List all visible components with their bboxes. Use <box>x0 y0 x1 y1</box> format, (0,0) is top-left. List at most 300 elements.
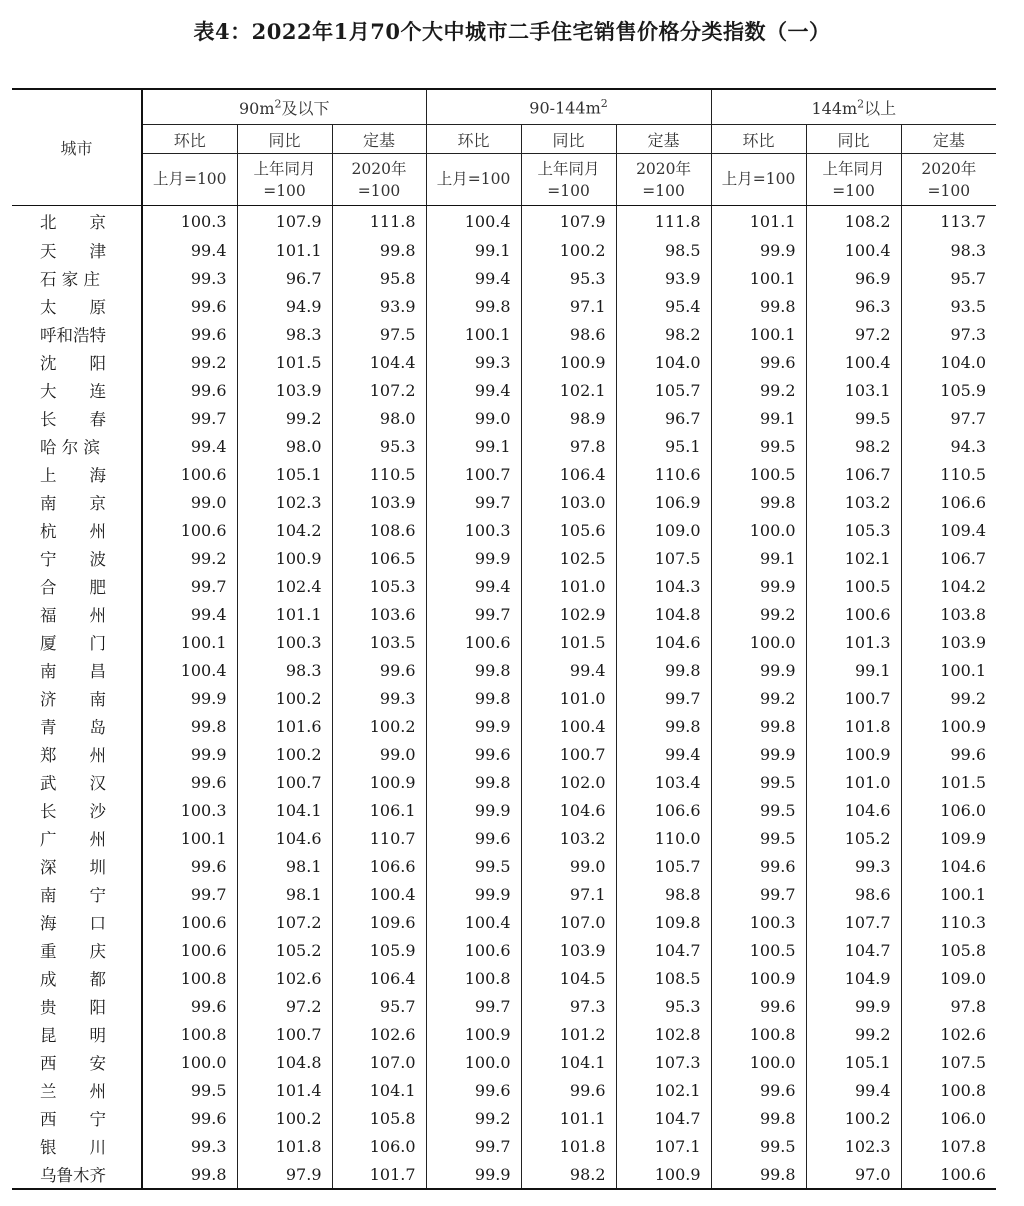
index-value: 99.8 <box>426 684 521 712</box>
index-value: 95.3 <box>332 432 426 460</box>
index-value: 100.4 <box>806 236 901 264</box>
index-value: 101.8 <box>237 1132 332 1160</box>
city-name: 成 都 <box>40 970 106 989</box>
city-name: 杭 州 <box>40 522 106 541</box>
index-value: 100.9 <box>237 544 332 572</box>
index-value: 93.9 <box>616 264 711 292</box>
index-value: 100.4 <box>521 712 616 740</box>
index-value: 95.7 <box>901 264 996 292</box>
table-row <box>12 768 996 796</box>
index-value: 99.6 <box>142 992 237 1020</box>
index-value: 99.4 <box>142 600 237 628</box>
index-value: 111.8 <box>616 206 711 237</box>
index-value: 99.9 <box>142 684 237 712</box>
index-value: 99.0 <box>332 740 426 768</box>
index-value: 99.8 <box>142 712 237 740</box>
index-value: 104.7 <box>616 936 711 964</box>
index-value: 101.8 <box>521 1132 616 1160</box>
city-name: 重 庆 <box>40 942 106 961</box>
index-value: 102.4 <box>237 572 332 600</box>
index-value: 101.0 <box>806 768 901 796</box>
index-value: 100.5 <box>711 460 806 488</box>
subheader-base: 定基 <box>332 125 426 154</box>
index-value: 98.0 <box>332 404 426 432</box>
index-value: 109.0 <box>616 516 711 544</box>
index-value: 99.8 <box>426 656 521 684</box>
city-name: 上 海 <box>40 466 106 485</box>
index-value: 99.2 <box>711 600 806 628</box>
index-value: 100.8 <box>426 964 521 992</box>
index-value: 107.8 <box>901 1132 996 1160</box>
index-value: 99.3 <box>332 684 426 712</box>
index-value: 103.1 <box>806 376 901 404</box>
index-value: 97.2 <box>237 992 332 1020</box>
index-value: 99.5 <box>711 432 806 460</box>
index-value: 103.0 <box>521 488 616 516</box>
base-yoy: 上年同月 =100 <box>237 154 332 206</box>
index-value: 100.9 <box>806 740 901 768</box>
index-value: 103.2 <box>806 488 901 516</box>
index-value: 99.6 <box>711 992 806 1020</box>
table-row <box>12 852 996 880</box>
table-body <box>12 206 996 1190</box>
index-value: 100.4 <box>806 348 901 376</box>
index-value: 100.0 <box>426 1048 521 1076</box>
index-value: 99.7 <box>142 880 237 908</box>
index-value: 106.6 <box>901 488 996 516</box>
table-row <box>12 684 996 712</box>
index-value: 99.5 <box>426 852 521 880</box>
index-value: 99.0 <box>142 488 237 516</box>
index-value: 104.8 <box>616 600 711 628</box>
index-value: 99.1 <box>426 432 521 460</box>
index-value: 109.8 <box>616 908 711 936</box>
index-value: 99.8 <box>616 656 711 684</box>
index-value: 103.9 <box>521 936 616 964</box>
subheader-yoy: 同比 <box>521 125 616 154</box>
index-value: 100.4 <box>426 206 521 237</box>
subheader-mom: 环比 <box>426 125 521 154</box>
index-value: 99.4 <box>426 376 521 404</box>
index-value: 101.1 <box>521 1104 616 1132</box>
index-value: 99.2 <box>711 684 806 712</box>
city-name: 福 州 <box>40 606 106 625</box>
subheader-base: 定基 <box>616 125 711 154</box>
index-value: 97.0 <box>806 1160 901 1189</box>
table-row <box>12 206 996 237</box>
city-name: 西 安 <box>40 1054 106 1073</box>
table-row <box>12 992 996 1020</box>
index-value: 105.2 <box>237 936 332 964</box>
index-value: 98.5 <box>616 236 711 264</box>
index-value: 102.6 <box>332 1020 426 1048</box>
index-value: 98.3 <box>901 236 996 264</box>
table-row <box>12 264 996 292</box>
index-value: 104.2 <box>901 572 996 600</box>
city-name: 乌鲁木齐 <box>40 1166 106 1185</box>
group-header-small: $90m^2$及以下 <box>142 89 426 125</box>
index-value: 106.1 <box>332 796 426 824</box>
index-value: 105.6 <box>521 516 616 544</box>
index-value: 97.5 <box>332 320 426 348</box>
index-value: 105.1 <box>806 1048 901 1076</box>
index-value: 99.7 <box>426 1132 521 1160</box>
index-value: 102.3 <box>806 1132 901 1160</box>
index-value: 99.9 <box>426 880 521 908</box>
index-value: 97.8 <box>901 992 996 1020</box>
index-value: 103.9 <box>901 628 996 656</box>
table-row <box>12 572 996 600</box>
index-value: 99.6 <box>142 852 237 880</box>
index-value: 99.2 <box>806 1020 901 1048</box>
index-value: 105.2 <box>806 824 901 852</box>
city-name: 济 南 <box>40 690 106 709</box>
index-value: 95.7 <box>332 992 426 1020</box>
index-value: 105.8 <box>332 1104 426 1132</box>
index-value: 107.2 <box>332 376 426 404</box>
index-value: 100.1 <box>142 824 237 852</box>
base-yoy: 上年同月 =100 <box>521 154 616 206</box>
index-value: 95.4 <box>616 292 711 320</box>
index-value: 95.3 <box>616 992 711 1020</box>
index-value: 104.1 <box>521 1048 616 1076</box>
index-value: 100.9 <box>426 1020 521 1048</box>
index-value: 99.9 <box>806 992 901 1020</box>
index-value: 99.8 <box>711 712 806 740</box>
index-value: 99.5 <box>806 404 901 432</box>
index-value: 99.7 <box>142 572 237 600</box>
index-value: 102.8 <box>616 1020 711 1048</box>
table-row <box>12 1160 996 1189</box>
city-name: 贵 阳 <box>40 998 106 1017</box>
index-value: 107.2 <box>237 908 332 936</box>
subheader-yoy: 同比 <box>806 125 901 154</box>
base-2020: 2020年 =100 <box>332 154 426 206</box>
index-value: 104.6 <box>237 824 332 852</box>
index-value: 100.1 <box>901 656 996 684</box>
index-value: 101.5 <box>521 628 616 656</box>
table-row <box>12 544 996 572</box>
index-value: 94.9 <box>237 292 332 320</box>
index-value: 101.2 <box>521 1020 616 1048</box>
index-value: 98.8 <box>616 880 711 908</box>
index-value: 106.6 <box>332 852 426 880</box>
index-value: 99.4 <box>426 572 521 600</box>
index-value: 98.2 <box>616 320 711 348</box>
index-value: 101.0 <box>521 684 616 712</box>
index-value: 98.2 <box>806 432 901 460</box>
index-value: 98.3 <box>237 656 332 684</box>
index-value: 97.1 <box>521 880 616 908</box>
index-value: 99.8 <box>711 1160 806 1189</box>
index-value: 100.2 <box>237 1104 332 1132</box>
index-value: 98.6 <box>806 880 901 908</box>
index-value: 100.7 <box>237 1020 332 1048</box>
city-name: 深 圳 <box>40 858 106 877</box>
index-value: 97.9 <box>237 1160 332 1189</box>
index-value: 99.7 <box>426 600 521 628</box>
index-value: 108.6 <box>332 516 426 544</box>
index-value: 97.8 <box>521 432 616 460</box>
index-value: 100.9 <box>521 348 616 376</box>
index-value: 99.7 <box>711 880 806 908</box>
table-row <box>12 292 996 320</box>
table-row <box>12 712 996 740</box>
city-name: 合 肥 <box>40 578 106 597</box>
table-row <box>12 656 996 684</box>
index-value: 105.9 <box>332 936 426 964</box>
index-value: 100.9 <box>711 964 806 992</box>
table-row <box>12 740 996 768</box>
index-value: 106.4 <box>332 964 426 992</box>
index-value: 110.6 <box>616 460 711 488</box>
index-value: 100.6 <box>901 1160 996 1189</box>
index-value: 102.3 <box>237 488 332 516</box>
index-value: 99.5 <box>711 1132 806 1160</box>
index-value: 99.6 <box>142 376 237 404</box>
index-value: 95.1 <box>616 432 711 460</box>
index-value: 106.0 <box>901 796 996 824</box>
index-value: 100.8 <box>142 964 237 992</box>
index-value: 101.6 <box>237 712 332 740</box>
index-value: 96.3 <box>806 292 901 320</box>
index-value: 104.9 <box>806 964 901 992</box>
index-value: 100.9 <box>901 712 996 740</box>
city-name: 广 州 <box>40 830 106 849</box>
index-value: 104.6 <box>521 796 616 824</box>
index-value: 104.1 <box>237 796 332 824</box>
city-name: 厦 门 <box>40 634 106 653</box>
index-value: 99.6 <box>142 292 237 320</box>
index-value: 107.7 <box>806 908 901 936</box>
base-2020: 2020年 =100 <box>901 154 996 206</box>
index-value: 99.6 <box>426 824 521 852</box>
city-name: 哈 尔 滨 <box>40 438 100 457</box>
index-value: 99.5 <box>142 1076 237 1104</box>
index-value: 99.9 <box>426 1160 521 1189</box>
base-yoy: 上年同月 =100 <box>806 154 901 206</box>
index-value: 106.0 <box>901 1104 996 1132</box>
index-value: 100.2 <box>332 712 426 740</box>
index-value: 103.4 <box>616 768 711 796</box>
index-value: 109.6 <box>332 908 426 936</box>
group-header-large: $144m^2$以上 <box>711 89 996 125</box>
index-value: 99.2 <box>711 376 806 404</box>
table-row <box>12 460 996 488</box>
index-value: 103.9 <box>332 488 426 516</box>
index-value: 105.3 <box>806 516 901 544</box>
index-value: 98.9 <box>521 404 616 432</box>
index-value: 99.7 <box>616 684 711 712</box>
city-name: 青 岛 <box>40 718 106 737</box>
index-value: 105.9 <box>901 376 996 404</box>
city-name: 沈 阳 <box>40 354 106 373</box>
index-value: 107.1 <box>616 1132 711 1160</box>
index-value: 102.5 <box>521 544 616 572</box>
index-value: 107.0 <box>521 908 616 936</box>
index-value: 106.4 <box>521 460 616 488</box>
index-value: 98.2 <box>521 1160 616 1189</box>
table-row <box>12 1104 996 1132</box>
subheader-base: 定基 <box>901 125 996 154</box>
index-value: 102.6 <box>237 964 332 992</box>
index-value: 104.6 <box>616 628 711 656</box>
city-name: 北 京 <box>40 213 106 232</box>
index-value: 106.5 <box>332 544 426 572</box>
index-value: 99.4 <box>521 656 616 684</box>
index-value: 110.5 <box>332 460 426 488</box>
index-value: 99.1 <box>711 404 806 432</box>
index-value: 97.3 <box>901 320 996 348</box>
city-name: 太 原 <box>40 298 106 317</box>
index-value: 95.3 <box>521 264 616 292</box>
index-value: 100.1 <box>711 320 806 348</box>
index-value: 99.8 <box>426 768 521 796</box>
table-row <box>12 964 996 992</box>
index-value: 99.3 <box>806 852 901 880</box>
city-name: 呼和浩特 <box>40 326 106 345</box>
index-value: 100.3 <box>237 628 332 656</box>
subheader-mom: 环比 <box>711 125 806 154</box>
table-row <box>12 1048 996 1076</box>
index-value: 101.5 <box>901 768 996 796</box>
index-value: 99.6 <box>332 656 426 684</box>
index-value: 100.6 <box>142 936 237 964</box>
base-2020: 2020年 =100 <box>616 154 711 206</box>
index-value: 104.7 <box>616 1104 711 1132</box>
index-value: 99.5 <box>711 824 806 852</box>
index-value: 100.0 <box>711 628 806 656</box>
table-row <box>12 432 996 460</box>
index-value: 99.5 <box>711 796 806 824</box>
index-value: 99.6 <box>711 852 806 880</box>
index-value: 100.4 <box>332 880 426 908</box>
index-value: 103.9 <box>237 376 332 404</box>
index-value: 110.3 <box>901 908 996 936</box>
index-value: 104.6 <box>901 852 996 880</box>
index-value: 100.2 <box>237 740 332 768</box>
table-row <box>12 600 996 628</box>
index-value: 100.3 <box>711 908 806 936</box>
index-value: 100.8 <box>142 1020 237 1048</box>
index-value: 99.9 <box>426 796 521 824</box>
index-value: 103.8 <box>901 600 996 628</box>
index-value: 109.0 <box>901 964 996 992</box>
index-value: 107.9 <box>521 206 616 237</box>
index-value: 100.5 <box>806 572 901 600</box>
index-value: 101.1 <box>237 236 332 264</box>
index-value: 108.2 <box>806 206 901 237</box>
table-row <box>12 488 996 516</box>
index-value: 105.8 <box>901 936 996 964</box>
index-value: 100.9 <box>616 1160 711 1189</box>
index-value: 100.0 <box>142 1048 237 1076</box>
index-value: 106.7 <box>901 544 996 572</box>
subheader-mom: 环比 <box>142 125 237 154</box>
index-value: 99.8 <box>142 1160 237 1189</box>
index-value: 100.6 <box>426 628 521 656</box>
city-name: 宁 波 <box>40 550 106 569</box>
index-value: 99.2 <box>426 1104 521 1132</box>
index-value: 100.8 <box>901 1076 996 1104</box>
index-value: 103.5 <box>332 628 426 656</box>
index-value: 102.0 <box>521 768 616 796</box>
table-row <box>12 1132 996 1160</box>
table-row <box>12 1020 996 1048</box>
index-value: 99.6 <box>142 1104 237 1132</box>
index-value: 99.2 <box>901 684 996 712</box>
index-value: 99.1 <box>426 236 521 264</box>
table-row <box>12 880 996 908</box>
table-row <box>12 348 996 376</box>
index-value: 100.2 <box>806 1104 901 1132</box>
index-value: 101.8 <box>806 712 901 740</box>
index-value: 101.5 <box>237 348 332 376</box>
index-value: 97.7 <box>901 404 996 432</box>
index-value: 101.7 <box>332 1160 426 1189</box>
table-row <box>12 236 996 264</box>
index-value: 97.3 <box>521 992 616 1020</box>
index-value: 104.5 <box>521 964 616 992</box>
city-name: 西 宁 <box>40 1110 106 1129</box>
index-value: 100.2 <box>521 236 616 264</box>
city-name: 郑 州 <box>40 746 106 765</box>
index-value: 99.6 <box>521 1076 616 1104</box>
index-value: 105.7 <box>616 376 711 404</box>
index-value: 105.3 <box>332 572 426 600</box>
index-value: 106.9 <box>616 488 711 516</box>
index-value: 99.6 <box>142 320 237 348</box>
index-value: 100.7 <box>237 768 332 796</box>
index-value: 99.7 <box>426 992 521 1020</box>
index-value: 96.7 <box>237 264 332 292</box>
index-value: 99.7 <box>426 488 521 516</box>
index-value: 100.5 <box>711 936 806 964</box>
table-row <box>12 404 996 432</box>
index-value: 104.2 <box>237 516 332 544</box>
index-value: 100.3 <box>426 516 521 544</box>
index-value: 98.6 <box>521 320 616 348</box>
index-value: 99.4 <box>142 236 237 264</box>
index-value: 110.7 <box>332 824 426 852</box>
group-header-medium: $90-144m^2$ <box>426 89 711 125</box>
index-value: 111.8 <box>332 206 426 237</box>
index-value: 102.1 <box>806 544 901 572</box>
index-value: 104.3 <box>616 572 711 600</box>
index-value: 104.6 <box>806 796 901 824</box>
index-value: 99.2 <box>142 544 237 572</box>
index-value: 99.8 <box>426 292 521 320</box>
index-value: 100.3 <box>142 796 237 824</box>
index-value: 100.4 <box>142 656 237 684</box>
index-value: 100.7 <box>521 740 616 768</box>
index-value: 97.2 <box>806 320 901 348</box>
base-mom: 上月=100 <box>426 154 521 206</box>
index-value: 102.1 <box>616 1076 711 1104</box>
index-value: 99.3 <box>142 1132 237 1160</box>
index-value: 94.3 <box>901 432 996 460</box>
index-value: 108.5 <box>616 964 711 992</box>
index-value: 106.7 <box>806 460 901 488</box>
city-name: 武 汉 <box>40 774 106 793</box>
city-column-header: 城市 <box>12 89 142 206</box>
index-value: 100.7 <box>806 684 901 712</box>
index-value: 100.9 <box>332 768 426 796</box>
index-value: 102.6 <box>901 1020 996 1048</box>
table-row <box>12 1076 996 1104</box>
index-value: 98.0 <box>237 432 332 460</box>
city-name: 南 京 <box>40 494 106 513</box>
